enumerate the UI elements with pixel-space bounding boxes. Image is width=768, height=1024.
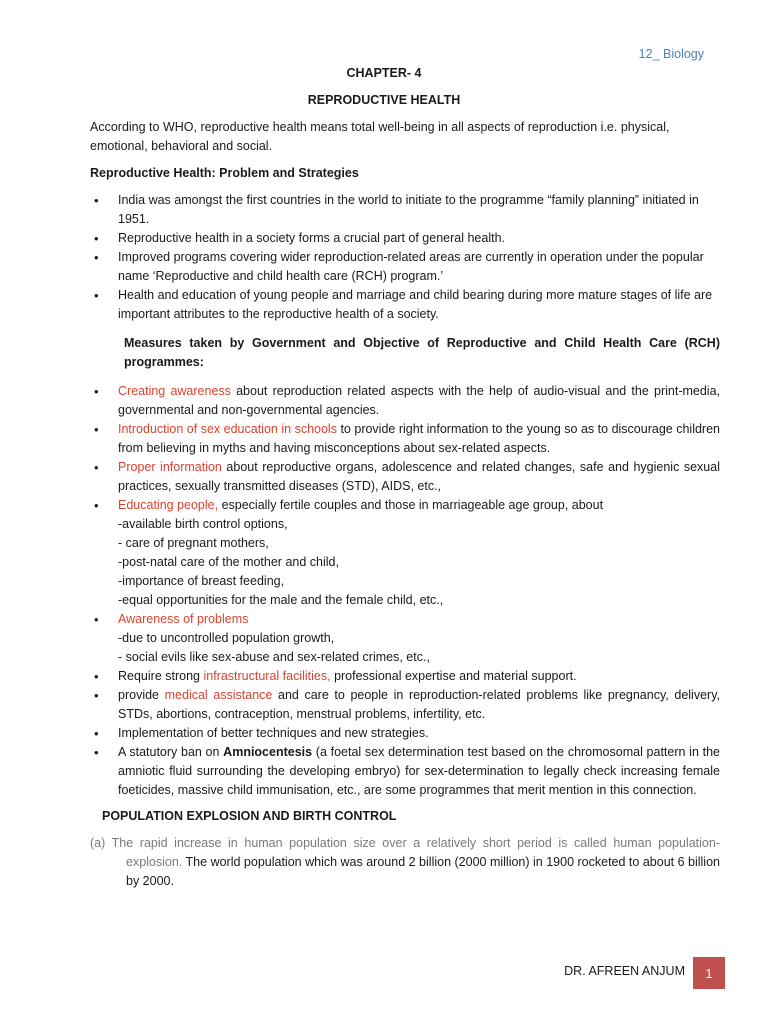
intro-paragraph: According to WHO, reproductive health means total well-being in all aspects of reproduction i.e. physical, emotional, behavioral and social.	[90, 120, 670, 153]
page-number-badge: 1	[693, 957, 725, 989]
sub-item: - social evils like sex-abuse and sex-related crimes, etc.,	[118, 650, 430, 664]
sub-item: -post-natal care of the mother and child,	[118, 555, 339, 569]
population-paragraph-a: (a) The rapid increase in human population size over a relatively short period is called human population-explosion. The world population which was around 2 billion (2000 million) in 1900 rocketed to about 6 billion by 2000.	[90, 836, 720, 888]
list-item: • Implementation of better techniques and new strategies.	[90, 724, 720, 743]
sub-item: -equal opportunities for the male and the female child, etc.,	[118, 593, 444, 607]
bold-term: Amniocentesis	[223, 745, 313, 759]
list-item: • Proper information about reproductive organs, adolescence and related changes, safe and hygienic sexual practices, sexually transmitted diseases (STD), AIDS, etc.,	[90, 458, 720, 496]
list-item: • Creating awareness about reproduction related aspects with the help of audio-visual and the print-media, governmental and non-governmental agencies.	[90, 382, 720, 420]
highlight-text: Creating awareness	[118, 384, 231, 398]
document-body	[90, 118, 720, 891]
list-item: • provide medical assistance and care to people in reproduction-related problems like pregnancy, delivery, STDs, abortions, contraception, menstrual problems, infertility, etc.	[90, 686, 720, 724]
highlight-text: Introduction of sex education in schools	[118, 422, 337, 436]
sub-item: -available birth control options,	[118, 517, 288, 531]
footer-author: DR. AFREEN ANJUM	[564, 964, 685, 978]
section-heading-problems: Reproductive Health: Problem and Strategies	[90, 166, 359, 180]
list-item: • Improved programs covering wider reproduction-related areas are currently in operation under the popular name ‘Reproductive and child health care (RCH) program.’	[90, 248, 720, 286]
measures-list	[90, 382, 720, 800]
list-item: • Introduction of sex education in schools to provide right information to the young so as to discourage children from believing in myths and having misconceptions about sex-related aspects.	[90, 420, 720, 458]
list-item: • India was amongst the first countries in the world to initiate to the programme “family planning” initiated in 1951.	[90, 191, 720, 229]
list-item: • Require strong infrastructural facilities, professional expertise and material support.	[90, 667, 720, 686]
chapter-subtitle: REPRODUCTIVE HEALTH	[307, 93, 461, 107]
highlight-text: medical assistance	[164, 688, 273, 702]
list-item: • Health and education of young people and marriage and child bearing during more mature stages of life are important attributes to the reproductive health of a society.	[90, 286, 720, 324]
header-subject: 12_ Biology	[638, 47, 704, 61]
list-item: • Educating people, especially fertile couples and those in marriageable age group, about -available birth control options, - care of pregnant mothers, -post-natal care of the mother and child, -importance of breast feeding, -equal opportunities for the male and the female child, etc.,	[90, 496, 720, 610]
problems-list	[90, 191, 720, 324]
population-heading: POPULATION EXPLOSION AND BIRTH CONTROL	[102, 809, 397, 823]
list-item: • A statutory ban on Amniocentesis (a foetal sex determination test based on the chromosomal pattern in the amniotic fluid surrounding the developing embryo) for sex-determination to legally check increasing female foeticides, massive child immunisation, etc., are some programmes that merit mention in this connection.	[90, 743, 720, 800]
highlight-text: Educating people,	[118, 498, 219, 512]
measures-heading: Measures taken by Government and Objective of Reproductive and Child Health Care (RCH) programmes:	[124, 336, 720, 369]
highlight-text: Awareness of problems	[118, 612, 249, 626]
chapter-title: CHAPTER- 4	[346, 66, 422, 80]
sub-item: -due to uncontrolled population growth,	[118, 631, 335, 645]
list-item: • Reproductive health in a society forms a crucial part of general health.	[90, 229, 720, 248]
highlight-text: infrastructural facilities,	[203, 669, 331, 683]
sub-item: -importance of breast feeding,	[118, 574, 285, 588]
sub-item: - care of pregnant mothers,	[118, 536, 269, 550]
list-item	[90, 610, 720, 667]
highlight-text: Proper information	[118, 460, 222, 474]
